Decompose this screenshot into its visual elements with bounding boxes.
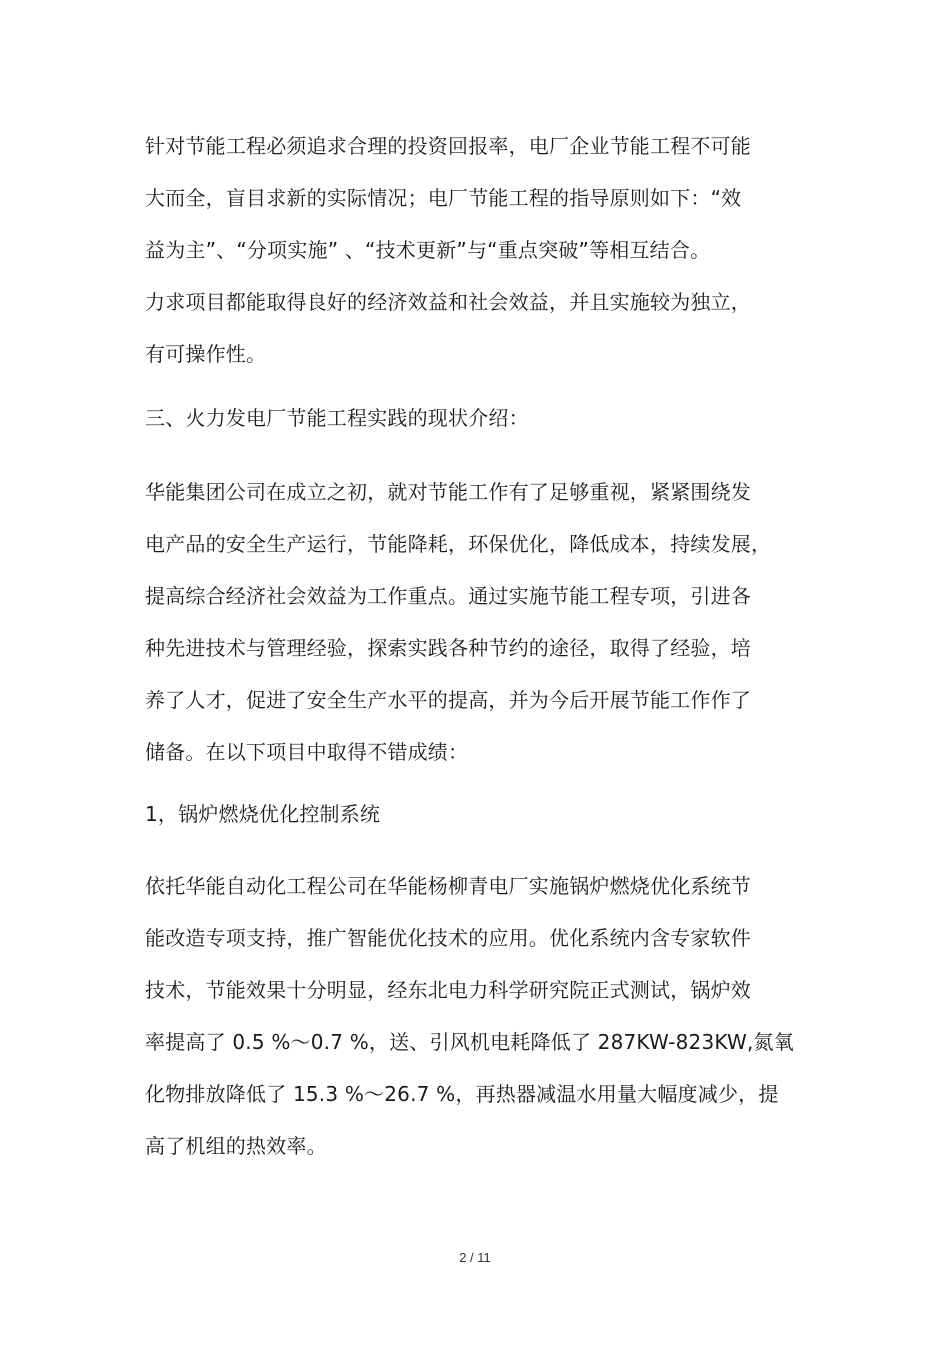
- subsection-heading: [145, 788, 835, 840]
- text-line: 技术，节能效果十分明显，经东北电力科学研究院正式测试，锅炉效: [145, 978, 751, 1002]
- text-line: 种先进技术与管理经验，探索实践各种节约的途径，取得了经验，培: [145, 636, 751, 660]
- text-line: 力求项目都能取得良好的经济效益和社会效益，并且实施较为独立，: [145, 290, 751, 314]
- section-heading-text: 三、火力发电厂节能工程实践的现状介绍：: [145, 406, 529, 430]
- section-heading: [145, 392, 835, 444]
- text-line: 依托华能自动化工程公司在华能杨柳青电厂实施锅炉燃烧优化系统节: [145, 874, 751, 898]
- paragraph-principles: [145, 120, 835, 380]
- page-number: 2 / 11: [459, 1250, 491, 1265]
- text-line: 养了人才，促进了安全生产水平的提高，并为今后开展节能工作作了: [145, 688, 751, 712]
- text-line: 电产品的安全生产运行，节能降耗，环保优化，降低成本，持续发展，: [145, 532, 772, 556]
- text-line: 率提高了 0.5 %～0.7 %，送、引风机电耗降低了 287KW-823KW,氮氧: [145, 1030, 794, 1054]
- paragraph-huaneng-intro: [145, 466, 835, 778]
- text-line: 大而全，盲目求新的实际情况；电厂节能工程的指导原则如下：“效: [145, 186, 742, 210]
- text-line: 高了机组的热效率。: [145, 1134, 327, 1158]
- text-line: 储备。在以下项目中取得不错成绩：: [145, 740, 469, 764]
- subsection-heading-text: 1，锅炉燃烧优化控制系统: [145, 802, 381, 826]
- text-line: 针对节能工程必须追求合理的投资回报率，电厂企业节能工程不可能: [145, 134, 751, 158]
- text-line: 化物排放降低了 15.3 %～26.7 %，再热器减温水用量大幅度减少，提: [145, 1082, 779, 1106]
- text-line: 益为主”、“分项实施” 、“技术更新”与“重点突破”等相互结合。: [145, 238, 711, 262]
- text-line: 华能集团公司在成立之初，就对节能工作有了足够重视，紧紧围绕发: [145, 480, 751, 504]
- paragraph-boiler-optimization: [145, 860, 835, 1172]
- text-line: 能改造专项支持，推广智能优化技术的应用。优化系统内含专家软件: [145, 926, 751, 950]
- text-line: 提高综合经济社会效益为工作重点。通过实施节能工程专项，引进各: [145, 584, 751, 608]
- text-line: 有可操作性。: [145, 342, 267, 366]
